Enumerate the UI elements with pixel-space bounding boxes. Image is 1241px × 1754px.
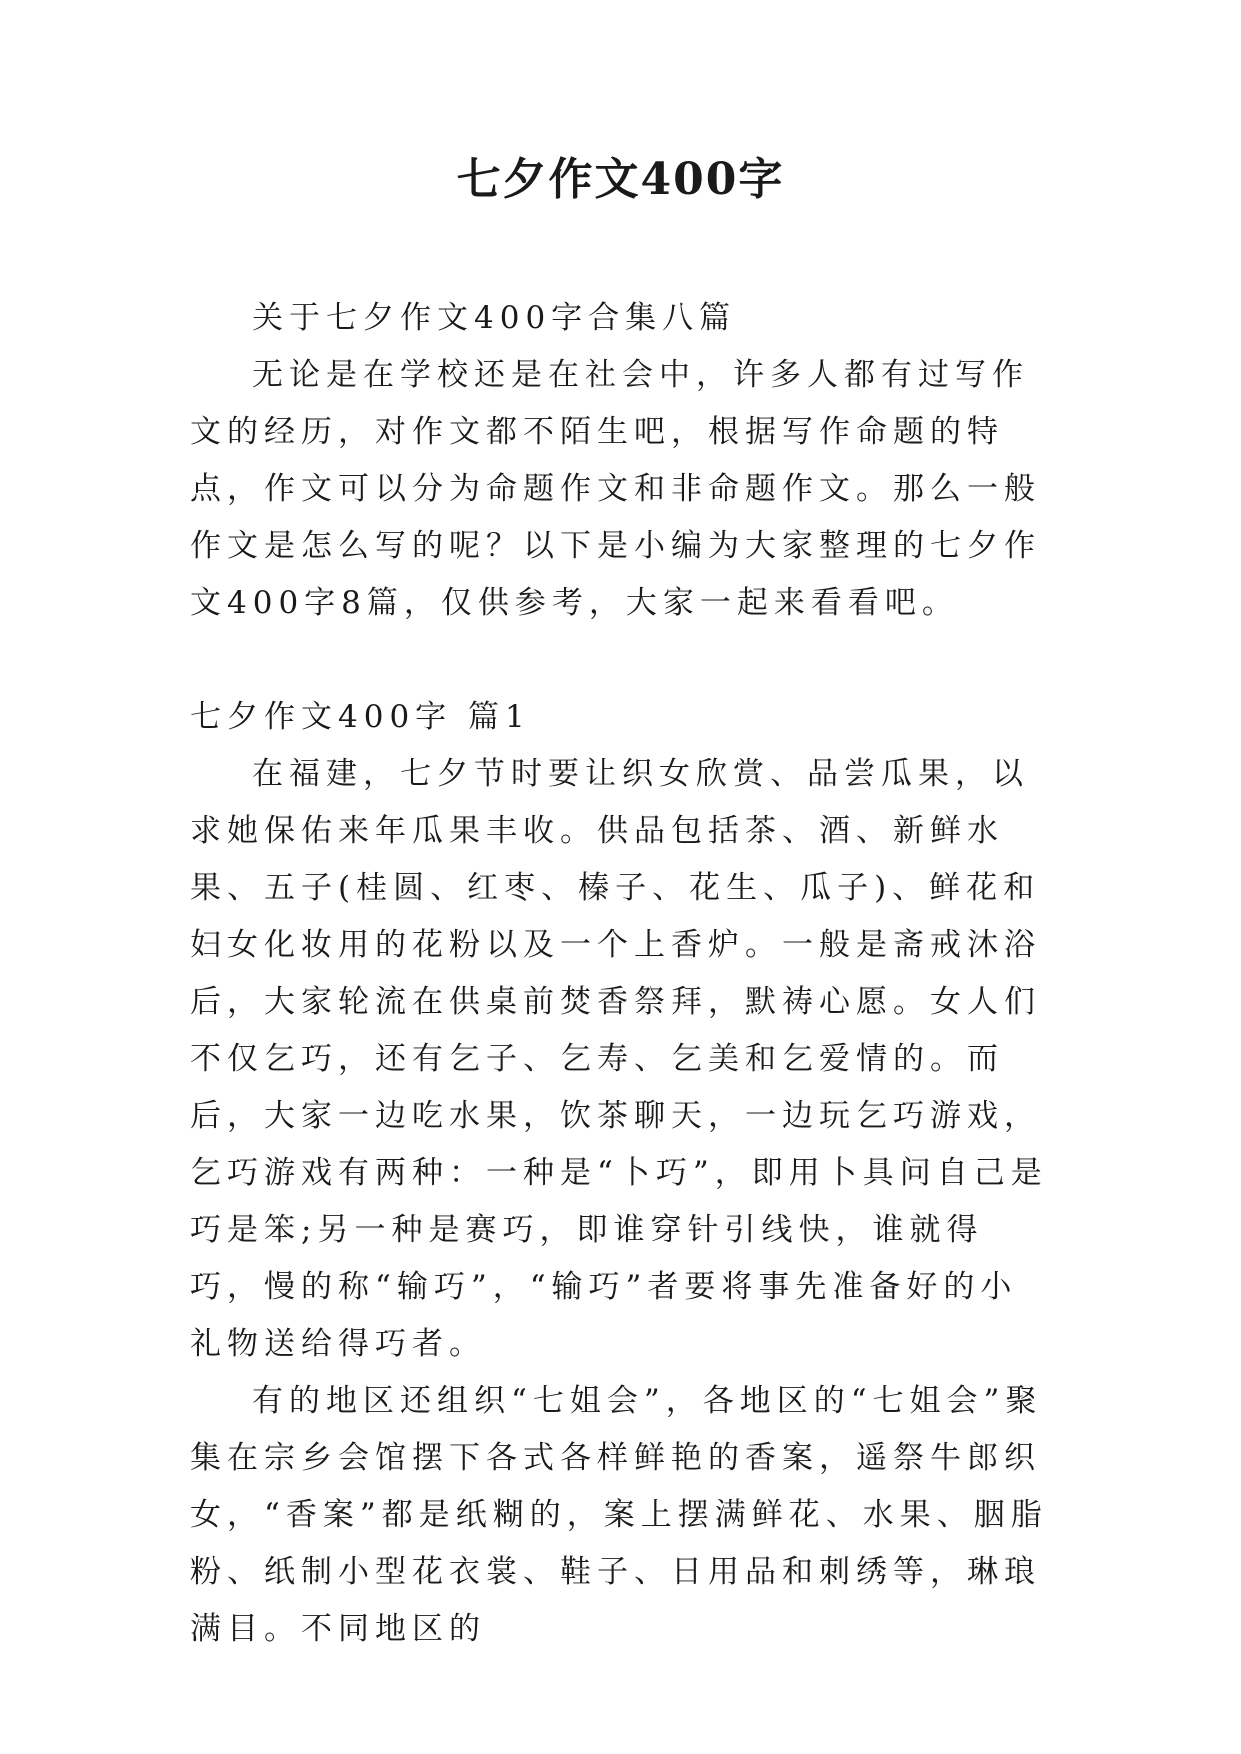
collection-subtitle: 关于七夕作文400字合集八篇 <box>252 300 737 336</box>
body-paragraph: 有的地区还组织“七姐会”，各地区的“七姐会”聚集在宗乡会馆摆下各式各样鲜艳的香案，遥祭牛郎织女，“香案”都是纸糊的，案上摆满鲜花、水果、胭脂粉、纸制小型花衣裳、鞋子、日用品和刺绣等，琳琅满目。不同地区的 <box>190 1383 1048 1647</box>
document-title: 七夕作文400字 <box>456 154 785 205</box>
intro-paragraph: 无论是在学校还是在社会中，许多人都有过写作文的经历，对作文都不陌生吧，根据写作命题的特点，作文可以分为命题作文和非命题作文。那么一般作文是怎么写的呢？以下是小编为大家整理的七夕作文400字8篇，仅供参考，大家一起来看看吧。 <box>190 357 1041 621</box>
body-paragraph: 在福建，七夕节时要让织女欣赏、品尝瓜果，以求她保佑来年瓜果丰收。供品包括茶、酒、新鲜水果、五子(桂圆、红枣、榛子、花生、瓜子)、鲜花和妇女化妆用的花粉以及一个上香炉。一般是斋戒沐浴后，大家轮流在供桌前焚香祭拜，默祷心愿。女人们不仅乞巧，还有乞子、乞寿、乞美和乞爱情的。而后，大家一边吃水果，饮茶聊天，一边玩乞巧游戏，乞巧游戏有两种：一种是“卜巧”，即用卜具问自己是巧是笨;另一种是赛巧，即谁穿针引线快，谁就得巧，慢的称“输巧”，“输巧”者要将事先准备好的小礼物送给得巧者。 <box>190 756 1048 1362</box>
document-body <box>190 290 1052 1658</box>
section-heading: 七夕作文400字 篇1 <box>190 699 531 735</box>
